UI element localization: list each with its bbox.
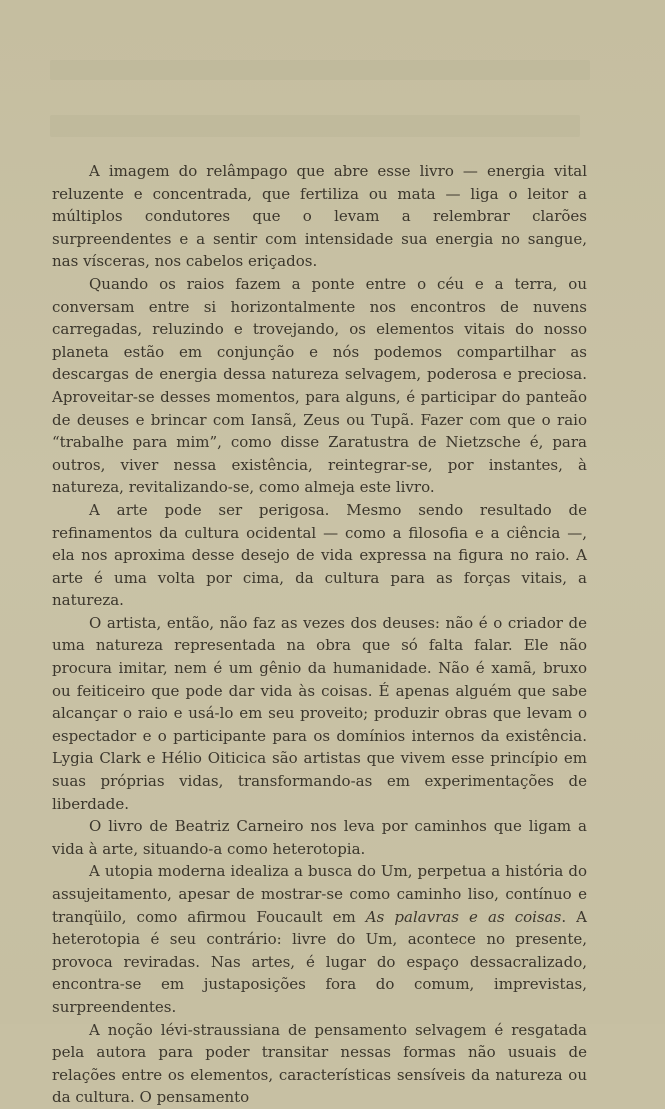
paragraph: A arte pode ser perigosa. Mesmo sendo resultado de refinamentos da cultura ocidental — como a filosofia e a ciência —, ela nos aproxima desse desejo de vida expressa na figura no raio. A arte é uma volta por cima, da cultura para as forças vitais, a natureza. [52, 500, 587, 610]
paragraph: O livro de Beatriz Carneiro nos leva por caminhos que ligam a vida à arte, situando-a como heterotopia. [52, 817, 587, 858]
paragraph-text: . A heterotopia é seu contrário: livre do Um, acontece no presente, provoca reviradas. Nas artes, é lugar do espaço dessacralizado, encontra-se em justaposições fora do comum, imprevistas, surpreendentes. [52, 907, 587, 1016]
paragraph: A imagem do relâmpago que abre esse livro — energia vital reluzente e concentrada, que fertiliza ou mata — liga o leitor a múltiplos condutores que o levam a relembrar clarões surpreendentes e a sentir com intensidade sua energia no sangue, nas vísceras, nos cabelos eriçados. [52, 162, 587, 271]
paragraph: O artista, então, não faz as vezes dos deuses: não é o criador de uma natureza representada na obra que só falta falar. Ele não procura imitar, nem é um gênio da humanidade. Não é xamã, bruxo ou feiticeiro que pode dar vida às coisas. É apenas alguém que sabe alcançar o raio e usá-lo em seu proveito; produzir obras que levam o espectador e o participante para os domínios internos da existência. Lygia Clark e Hélio Oiticica são artistas que vivem esse princípio em suas próprias vidas, transformando-as em experimentações de liberdade. [52, 613, 587, 813]
paragraph: Quando os raios fazem a ponte entre o céu e a terra, ou conversam entre si horizontalmente nos encontros de nuvens carregadas, reluzindo e trovejando, os elementos vitais do nosso planeta estão em conjunção e nós podemos compartilhar as descargas de energia dessa natureza selvagem, poderosa e preciosa. Aproveitar-se desses momentos, para alguns, é participar do panteão de deuses e brincar com Iansã, Zeus ou Tupã. Fazer com que o raio “trabalhe para mim”, como disse Zaratustra de Nietzsche é, para outros, viver nessa existência, reintegrar-se, por instantes, à natureza, revitalizando-se, como almeja este livro. [52, 274, 587, 497]
paragraph [52, 860, 587, 1018]
book-title-citation: As palavras e as coisas [365, 907, 562, 926]
paragraph-text: A utopia moderna idealiza a busca do Um, perpetua a história do assujeitamento, apesar de mostrar-se como caminho liso, contínuo e tranqüilo, como afirmou Foucault em [52, 862, 587, 926]
body-text [52, 160, 587, 1109]
show-through-text-band [50, 60, 590, 80]
show-through-text-band [50, 115, 580, 137]
paragraph: A noção lévi-straussiana de pensamento selvagem é resgatada pela autora para poder transitar nessas formas não usuais de relações entre os elementos, características sensíveis da natureza ou da cultura. O pensamento [52, 1020, 587, 1107]
